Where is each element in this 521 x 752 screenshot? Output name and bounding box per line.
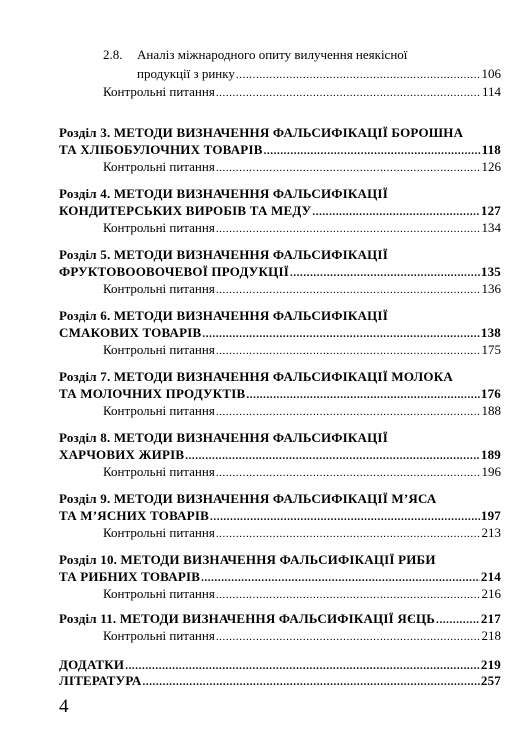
section-title-line2: КОНДИТЕРСЬКИХ ВИРОБІВ ТА МЕДУ [59, 203, 312, 218]
leader-dots [246, 388, 480, 403]
toc-entry-control-4[interactable] [103, 220, 501, 237]
page-ref: 118 [481, 142, 501, 157]
control-questions-label: Контрольні питання [103, 525, 215, 540]
section-title-line2: ТА М’ЯСНИХ ТОВАРІВ [59, 508, 210, 523]
page-ref: 127 [480, 203, 501, 218]
page-ref: 114 [481, 84, 501, 99]
page-ref: 214 [480, 569, 501, 584]
leader-dots [290, 266, 480, 281]
toc-entry-appendices[interactable] [59, 657, 501, 674]
control-questions-label: Контрольні питання [103, 159, 215, 174]
control-questions-label: Контрольні питання [103, 628, 215, 643]
leader-dots [236, 68, 481, 83]
section-title-line1: Розділ 3. МЕТОДИ ВИЗНАЧЕННЯ ФАЛЬСИФІКАЦІЇ БОРОШНА [59, 125, 464, 140]
leader-dots [201, 571, 480, 586]
section-title-line2: ФРУКТОВООВОЧЕВОЇ ПРОДУКЦІЇ [59, 264, 289, 279]
toc-entry-section-4[interactable] [59, 203, 501, 220]
leader-dots [216, 588, 481, 603]
toc-entry-section-5[interactable] [59, 264, 501, 281]
section-title-line1: Розділ 9. МЕТОДИ ВИЗНАЧЕННЯ ФАЛЬСИФІКАЦІЇ М’ЯСА [59, 491, 437, 506]
subsection-number: 2.8. [103, 47, 123, 62]
toc-entry-control-11[interactable] [103, 628, 501, 645]
toc-entry-section-9[interactable] [59, 508, 501, 525]
leader-dots [216, 283, 481, 298]
toc-entry-control-7[interactable] [103, 403, 501, 420]
page-ref: 189 [480, 447, 501, 462]
toc-entry-section-11[interactable] [59, 611, 501, 628]
section-title-line2: ТА РИБНИХ ТОВАРІВ [59, 569, 201, 584]
page-ref: 135 [480, 264, 501, 279]
toc-entry-section-7[interactable] [59, 386, 501, 403]
control-questions-label: Контрольні питання [103, 342, 215, 357]
page-ref: 175 [481, 342, 501, 357]
section-title-line1: Розділ 5. МЕТОДИ ВИЗНАЧЕННЯ ФАЛЬСИФІКАЦІЇ [59, 247, 388, 262]
leader-dots [216, 466, 481, 481]
leader-dots [312, 205, 480, 220]
page-ref: 176 [480, 386, 501, 401]
leader-dots [143, 675, 480, 690]
page-number: 4 [59, 696, 69, 717]
page-ref: 257 [480, 673, 501, 688]
section-title-line2: ТА ХЛІБОБУЛОЧНИХ ТОВАРІВ [59, 142, 263, 157]
control-questions-label: Контрольні питання [103, 403, 215, 418]
appendices-title: ДОДАТКИ [59, 657, 125, 672]
toc-entry-control-5[interactable] [103, 281, 501, 298]
control-questions-label: Контрольні питання [103, 464, 215, 479]
page-ref: 136 [481, 281, 501, 296]
toc-entry-section-3[interactable] [59, 142, 501, 159]
page-ref: 213 [481, 525, 501, 540]
toc-entry-control-10[interactable] [103, 586, 501, 603]
control-questions-label: Контрольні питання [103, 84, 215, 99]
toc-entry-control-2[interactable] [103, 84, 501, 101]
leader-dots [264, 144, 481, 159]
page-ref: 126 [481, 159, 501, 174]
leader-dots [216, 86, 481, 101]
toc-entry-control-3[interactable] [103, 159, 501, 176]
subsection-title-line2: продукції з ринку [137, 66, 235, 81]
page-ref: 218 [481, 628, 501, 643]
toc-entry-control-6[interactable] [103, 342, 501, 359]
page-ref: 216 [481, 586, 501, 601]
toc-entry-control-8[interactable] [103, 464, 501, 481]
leader-dots [202, 327, 479, 342]
control-questions-label: Контрольні питання [103, 281, 215, 296]
leader-dots [216, 222, 481, 237]
leader-dots [210, 510, 480, 525]
page-ref: 188 [481, 403, 501, 418]
leader-dots [436, 613, 480, 628]
toc-entry-literature[interactable] [59, 673, 501, 690]
leader-dots [216, 405, 481, 420]
page-ref: 197 [480, 508, 501, 523]
page-ref: 217 [480, 611, 501, 626]
section-title-line1: Розділ 8. МЕТОДИ ВИЗНАЧЕННЯ ФАЛЬСИФІКАЦІЇ [59, 430, 388, 445]
toc-entry-2-8[interactable] [137, 66, 501, 83]
page-ref: 219 [480, 657, 501, 672]
toc-entry-section-6[interactable] [59, 325, 501, 342]
leader-dots [125, 659, 480, 674]
leader-dots [216, 630, 481, 645]
control-questions-label: Контрольні питання [103, 586, 215, 601]
literature-title: ЛІТЕРАТУРА [59, 673, 142, 688]
leader-dots [216, 527, 481, 542]
section-title-line2: ХАРЧОВИХ ЖИРІВ [59, 447, 185, 462]
subsection-title-line1: Аналіз міжнародного опиту вилучення неякісної [137, 47, 408, 62]
section-title-line1: Розділ 10. МЕТОДИ ВИЗНАЧЕННЯ ФАЛЬСИФІКАЦІЇ РИБИ [59, 552, 436, 567]
page-ref: 138 [480, 325, 501, 340]
section-title-line1: Розділ 7. МЕТОДИ ВИЗНАЧЕННЯ ФАЛЬСИФІКАЦІЇ МОЛОКА [59, 369, 453, 384]
section-title-line2: ТА МОЛОЧНИХ ПРОДУКТІВ [59, 386, 246, 401]
leader-dots [216, 344, 481, 359]
leader-dots [216, 161, 481, 176]
section-title: Розділ 11. МЕТОДИ ВИЗНАЧЕННЯ ФАЛЬСИФІКАЦІЇ ЯЄЦЬ [59, 611, 436, 626]
leader-dots [185, 449, 480, 464]
page-ref: 196 [481, 464, 501, 479]
toc-entry-section-10[interactable] [59, 569, 501, 586]
section-title-line2: СМАКОВИХ ТОВАРІВ [59, 325, 202, 340]
control-questions-label: Контрольні питання [103, 220, 215, 235]
page-ref: 134 [481, 220, 501, 235]
section-title-line1: Розділ 4. МЕТОДИ ВИЗНАЧЕННЯ ФАЛЬСИФІКАЦІЇ [59, 186, 388, 201]
toc-entry-section-8[interactable] [59, 447, 501, 464]
page-ref: 106 [481, 66, 501, 81]
toc-entry-control-9[interactable] [103, 525, 501, 542]
section-title-line1: Розділ 6. МЕТОДИ ВИЗНАЧЕННЯ ФАЛЬСИФІКАЦІЇ [59, 308, 388, 323]
